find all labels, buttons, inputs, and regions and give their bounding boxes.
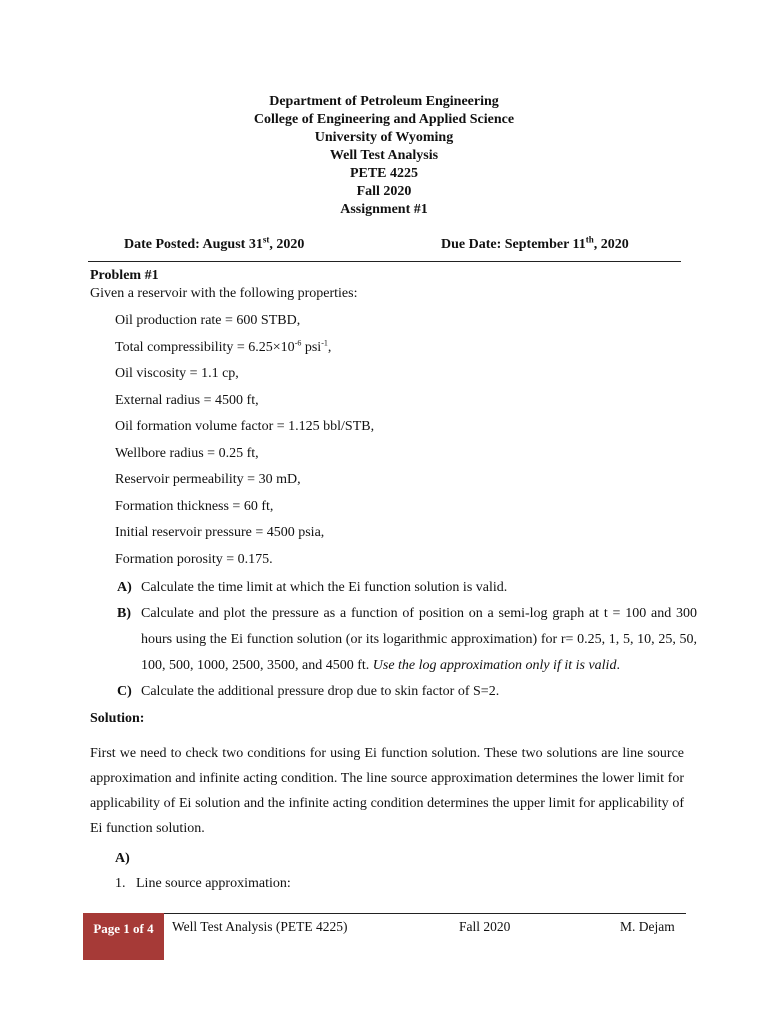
problem-intro: Given a reservoir with the following properties: xyxy=(90,286,358,301)
question-b-note: Use the log approximation only if it is valid xyxy=(372,658,617,673)
property-viscosity: Oil viscosity = 1.1 cp, xyxy=(115,366,239,381)
footer-course: Well Test Analysis (PETE 4225) xyxy=(172,919,348,934)
footer-term: Fall 2020 xyxy=(459,919,511,934)
compressibility-text: Total compressibility = 6.25×10 xyxy=(115,339,295,355)
due-date-year: , 2020 xyxy=(593,237,629,252)
property-thickness: Formation thickness = 60 ft, xyxy=(115,498,274,514)
header-course-title: Well Test Analysis xyxy=(329,148,439,163)
problem-title: Problem #1 xyxy=(90,268,159,283)
compressibility-exponent: -6 xyxy=(294,337,302,347)
question-list xyxy=(117,575,697,705)
property-permeability: Reservoir permeability = 30 mD, xyxy=(115,472,301,487)
compressibility-unit-exponent: -1 xyxy=(321,337,328,347)
header-university: University of Wyoming xyxy=(314,130,454,145)
header-department: Department of Petroleum Engineering xyxy=(269,94,499,109)
question-b-text: Calculate and plot the pressure as a function of position on a semi-log graph at t = 100 and 300 hours using the Ei function solution (or its logarithmic approximation) for r= 0.25, 1, 5, 10, 25, 50, 100, 500, 1000, 2500, 3500, and 4500 ft. xyxy=(141,606,697,673)
solution-part-a-label: A) xyxy=(115,851,130,866)
property-compressibility xyxy=(115,335,374,362)
question-c-text: Calculate the additional pressure drop due to skin factor of S=2. xyxy=(141,684,500,699)
solution-step-1: 1. Line source approximation: xyxy=(115,876,291,891)
question-c xyxy=(117,679,697,705)
header-divider xyxy=(88,261,681,262)
document-header xyxy=(0,93,768,219)
property-external-radius: External radius = 4500 ft, xyxy=(115,392,259,408)
header-term: Fall 2020 xyxy=(356,184,412,199)
date-posted-sup: st xyxy=(262,234,270,245)
question-b-end: . xyxy=(616,658,620,673)
date-posted xyxy=(124,234,305,253)
property-wellbore-radius: Wellbore radius = 0.25 ft, xyxy=(115,445,259,461)
page-number-badge: Page 1 of 4 xyxy=(83,913,164,960)
header-course-code: PETE 4225 xyxy=(349,166,419,181)
header-college: College of Engineering and Applied Science xyxy=(253,112,515,127)
due-date-text: Due Date: September 11 xyxy=(441,237,586,252)
date-posted-text: Date Posted: August 31 xyxy=(124,237,263,252)
compressibility-unit: psi xyxy=(301,339,322,355)
solution-paragraph: First we need to check two conditions for using Ei function solution. These two solutions are line source approximation and infinite acting condition. The line source approximation determines the lower limit for applicability of Ei solution and the infinite acting condition determines the upper limit for applicability of Ei function solution. xyxy=(90,746,684,836)
question-a xyxy=(117,575,697,601)
footer-author: M. Dejam xyxy=(620,919,675,934)
date-posted-year: , 2020 xyxy=(269,237,305,252)
question-b xyxy=(117,601,697,679)
property-oil-rate: Oil production rate = 600 STBD, xyxy=(115,313,301,328)
question-a-text: Calculate the time limit at which the Ei function solution is valid. xyxy=(141,580,508,595)
property-porosity: Formation porosity = 0.175. xyxy=(115,551,273,567)
footer-divider xyxy=(83,913,686,914)
header-assignment: Assignment #1 xyxy=(340,202,428,217)
property-list xyxy=(115,308,374,573)
solution-title: Solution: xyxy=(90,711,145,726)
due-date xyxy=(441,234,629,253)
question-a-label: A) xyxy=(117,580,132,595)
compressibility-end: , xyxy=(327,339,332,355)
question-b-label: B) xyxy=(117,606,131,621)
due-date-sup: th xyxy=(585,234,594,245)
question-c-label: C) xyxy=(117,684,132,699)
property-fvf: Oil formation volume factor = 1.125 bbl/STB, xyxy=(115,419,375,434)
property-pressure: Initial reservoir pressure = 4500 psia, xyxy=(115,525,325,540)
